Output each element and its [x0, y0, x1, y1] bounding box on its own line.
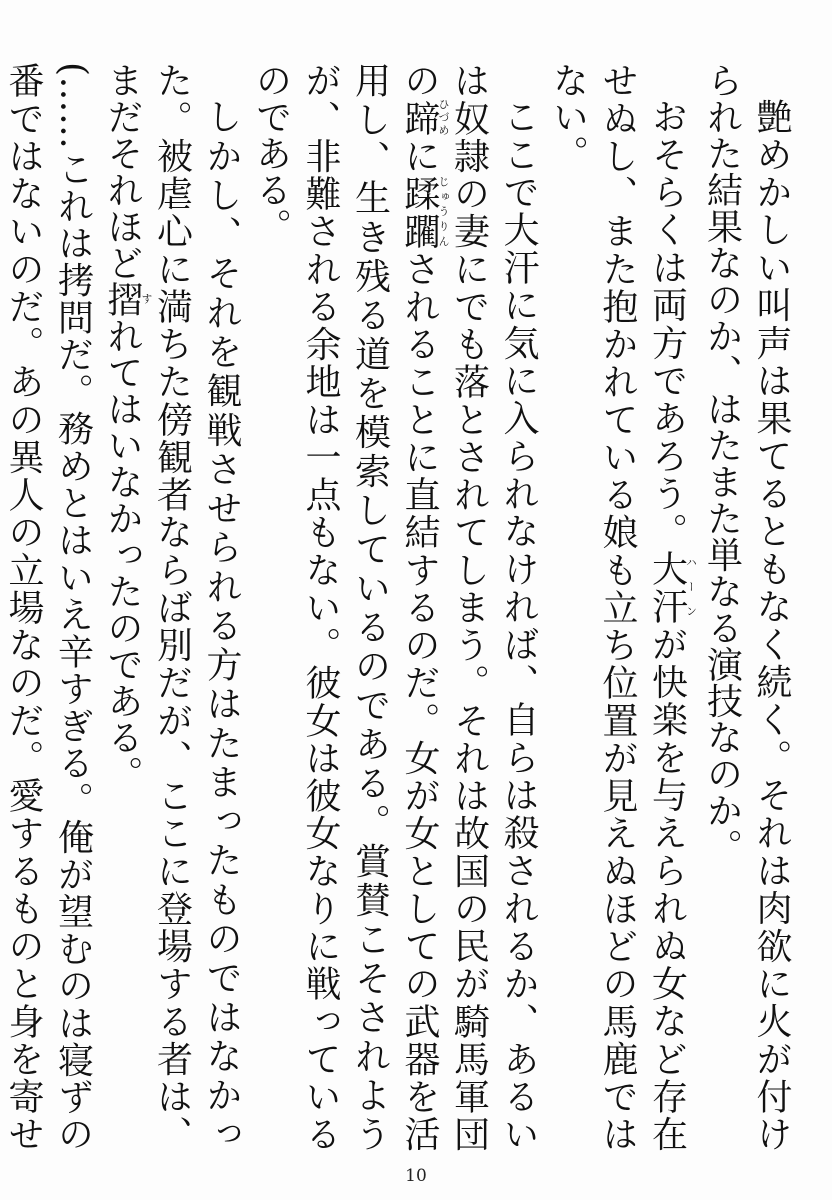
ruby-reading: ひづめ [437, 98, 450, 138]
ruby-base: 摺 [102, 281, 143, 318]
paragraph-text: に [399, 136, 440, 175]
ruby-reading: じゅうりん [437, 174, 450, 249]
paragraph-text: おそらくは両方であろう。 [646, 98, 688, 551]
paragraph: (……これは拷問だ。務めとはいえ辛すぎる。俺が望むのは寝ずの番ではないのだ。あの異人の立場なのだ。愛するものと身を寄せ [3, 62, 94, 1152]
paragraph [246, 62, 543, 1152]
ruby-annotation [399, 98, 450, 138]
paragraph-text: ここで大汗に気に入られなければ、自らは殺されるか、あるいは奴隷の妻にでも落とされてしまう。それは故国の民が騎馬軍団の [399, 62, 539, 1152]
ruby-annotation [399, 174, 450, 251]
ruby-base: 蹂躙 [399, 174, 440, 251]
ruby-reading: ハーン [684, 550, 698, 625]
paragraph [98, 62, 247, 1152]
ruby-annotation [102, 281, 153, 318]
paragraph [543, 62, 697, 1152]
page-number: 10 [405, 1166, 427, 1186]
ruby-reading: す [140, 281, 153, 318]
paragraph: 艶めかしい叫声は果てるともなく続く。それは肉欲に火が付けられた結果なのか、はたまた単なる演技なのか。 [701, 62, 792, 1152]
ruby-annotation [646, 550, 698, 626]
paragraph-text: れてはいなかったのである。 [102, 317, 143, 792]
ruby-base: 大汗 [646, 550, 688, 626]
ruby-base: 蹄 [399, 98, 440, 138]
paragraph-text: されることに直結するのだ。女が女としての武器を活用し、生き残る道を模索しているのである。賞賛こそされようが、非難される余地は一点もない。彼女は彼女なりに戦っているのである。 [250, 62, 440, 1152]
vertical-text-body [3, 62, 796, 1153]
paragraph-text: が快楽を与えられぬ女など存在せぬし、また抱かれている娘も立ち位置が見えぬほどの馬鹿ではない。 [547, 62, 688, 1153]
paragraph-text: しかし、それを観戦させられる方はたまったものではなかった。被虐心に満ちた傍観者ならば別だが、ここに登場する者は、まだそれほど [102, 62, 242, 1152]
